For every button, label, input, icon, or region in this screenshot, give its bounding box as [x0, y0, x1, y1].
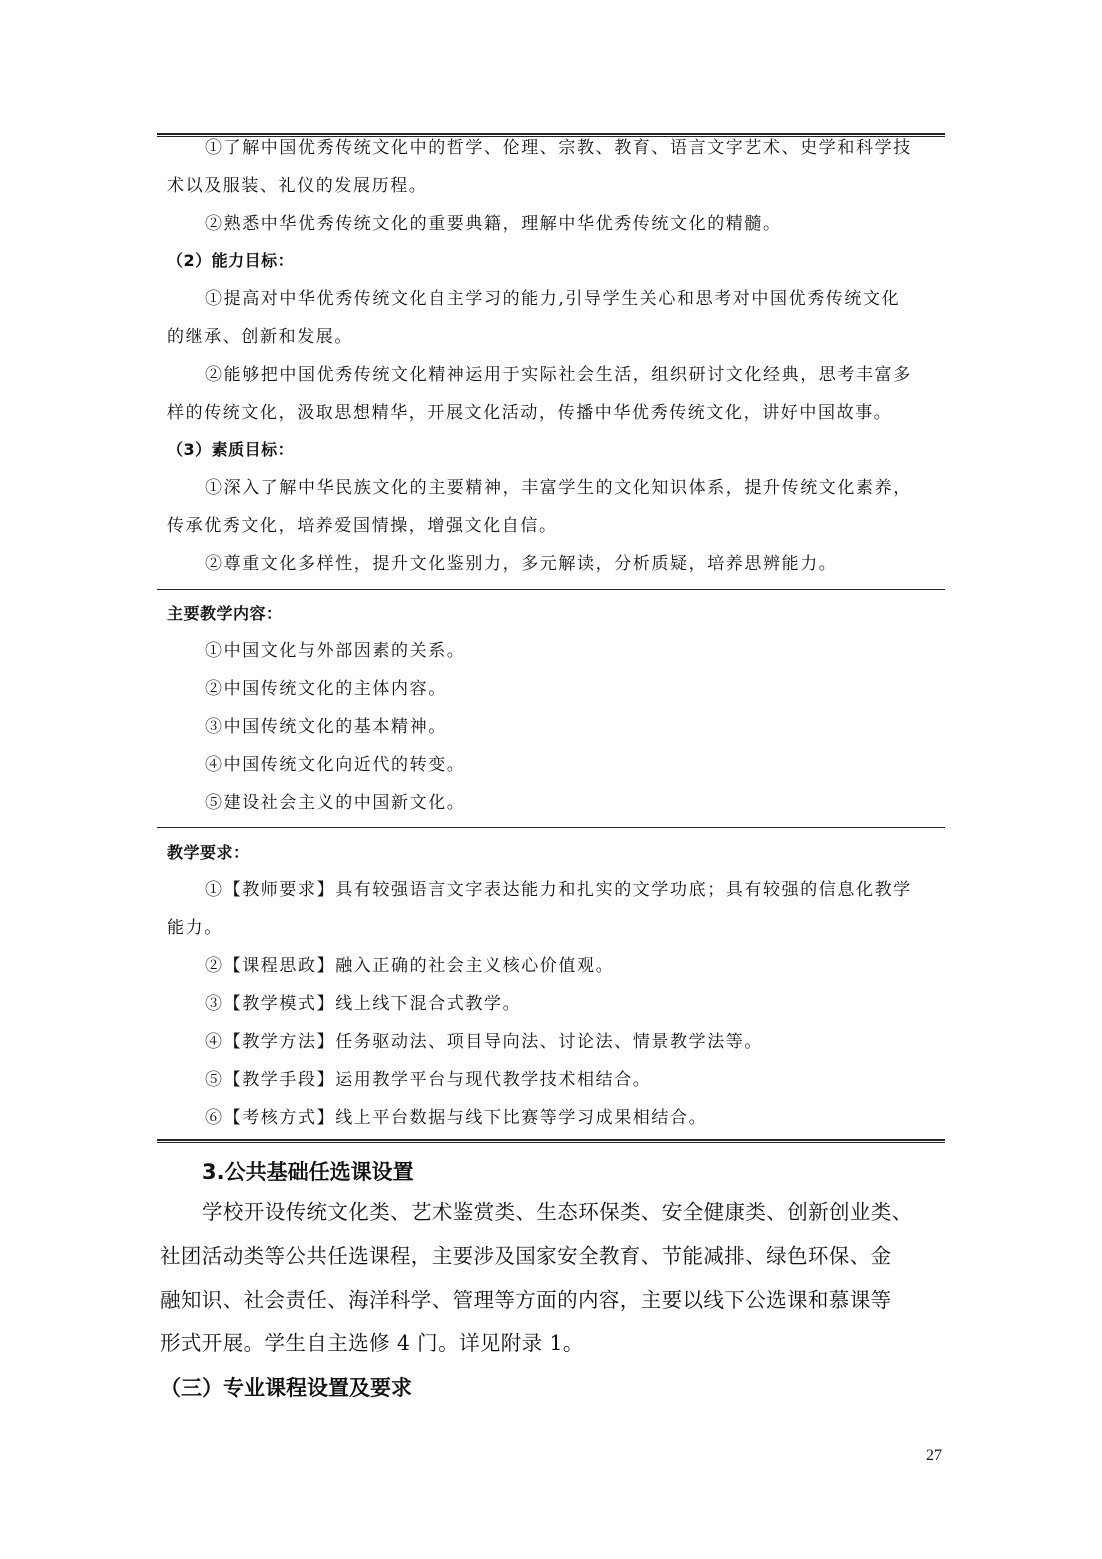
- requirement-item-2: ②【课程思政】融入正确的社会主义核心价值观。: [205, 956, 615, 976]
- content-item-5: ⑤建设社会主义的中国新文化。: [205, 793, 466, 813]
- section-heading: （三）专业课程设置及要求: [160, 1376, 412, 1400]
- content-item-4: ④中国传统文化向近代的转变。: [205, 755, 466, 775]
- knowledge-item-1-line-2: 术以及服装、礼仪的发展历程。: [167, 176, 428, 196]
- quality-item-1-line-2: 传承优秀文化，培养爱国情操，增强文化自信。: [167, 516, 558, 536]
- elective-paragraph-line-4: 形式开展。学生自主选修 4 门。详见附录 1。: [160, 1331, 584, 1355]
- ability-heading: （2）能力目标：: [167, 251, 295, 270]
- content-item-1: ①中国文化与外部因素的关系。: [205, 641, 466, 661]
- ability-item-2-line-2: 样的传统文化，汲取思想精华，开展文化活动，传播中华优秀传统文化，讲好中国故事。: [167, 403, 893, 423]
- requirement-item-1-line-2: 能力。: [167, 918, 223, 938]
- table-row-divider-2: [157, 827, 945, 828]
- table-row-divider-1: [157, 589, 945, 590]
- ability-item-1-line-2: 的继承、创新和发展。: [167, 327, 353, 347]
- quality-item-1-line-1: ①深入了解中华民族文化的主要精神，丰富学生的文化知识体系，提升传统文化素养，: [205, 478, 912, 498]
- elective-heading: 3.公共基础任选课设置: [202, 1160, 414, 1184]
- ability-item-2-line-1: ②能够把中国优秀传统文化精神运用于实际社会生活，组织研讨文化经典，思考丰富多: [205, 365, 912, 385]
- knowledge-item-2-line-1: ②熟悉中华优秀传统文化的重要典籍，理解中华优秀传统文化的精髓。: [205, 214, 782, 234]
- page-number: 27: [926, 1447, 942, 1464]
- requirement-item-3: ③【教学模式】线上线下混合式教学。: [205, 994, 522, 1014]
- table-bottom-rule: [157, 1139, 945, 1143]
- content-item-2: ②中国传统文化的主体内容。: [205, 679, 447, 699]
- requirement-item-6: ⑥【考核方式】线上平台数据与线下比赛等学习成果相结合。: [205, 1108, 708, 1128]
- content-item-3: ③中国传统文化的基本精神。: [205, 717, 447, 737]
- requirement-item-1-line-1: ①【教师要求】具有较强语言文字表达能力和扎实的文学功底；具有较强的信息化教学: [205, 880, 912, 900]
- ability-item-1-line-1: ①提高对中华优秀传统文化自主学习的能力,引导学生关心和思考对中国优秀传统文化: [205, 289, 901, 309]
- quality-item-2-line-1: ②尊重文化多样性，提升文化鉴别力，多元解读，分析质疑，培养思辨能力。: [205, 554, 838, 574]
- content-heading: 主要教学内容：: [167, 604, 283, 623]
- requirements-heading: 教学要求：: [167, 843, 250, 862]
- elective-paragraph-line-2: 社团活动类等公共任选课程，主要涉及国家安全教育、节能减排、绿色环保、金: [160, 1244, 892, 1268]
- requirement-item-4: ④【教学方法】任务驱动法、项目导向法、讨论法、情景教学法等。: [205, 1032, 763, 1052]
- requirement-item-5: ⑤【教学手段】运用教学平台与现代教学技术相结合。: [205, 1070, 652, 1090]
- elective-paragraph-line-3: 融知识、社会责任、海洋科学、管理等方面的内容，主要以线下公选课和慕课等: [160, 1288, 892, 1312]
- quality-heading: （3）素质目标：: [167, 440, 295, 459]
- knowledge-item-1-line-1: ①了解中国优秀传统文化中的哲学、伦理、宗教、教育、语言文字艺术、史学和科学技: [205, 138, 912, 158]
- elective-paragraph-line-1: 学校开设传统文化类、艺术鉴赏类、生态环保类、安全健康类、创新创业类、: [202, 1200, 913, 1224]
- course-table: [157, 133, 945, 1143]
